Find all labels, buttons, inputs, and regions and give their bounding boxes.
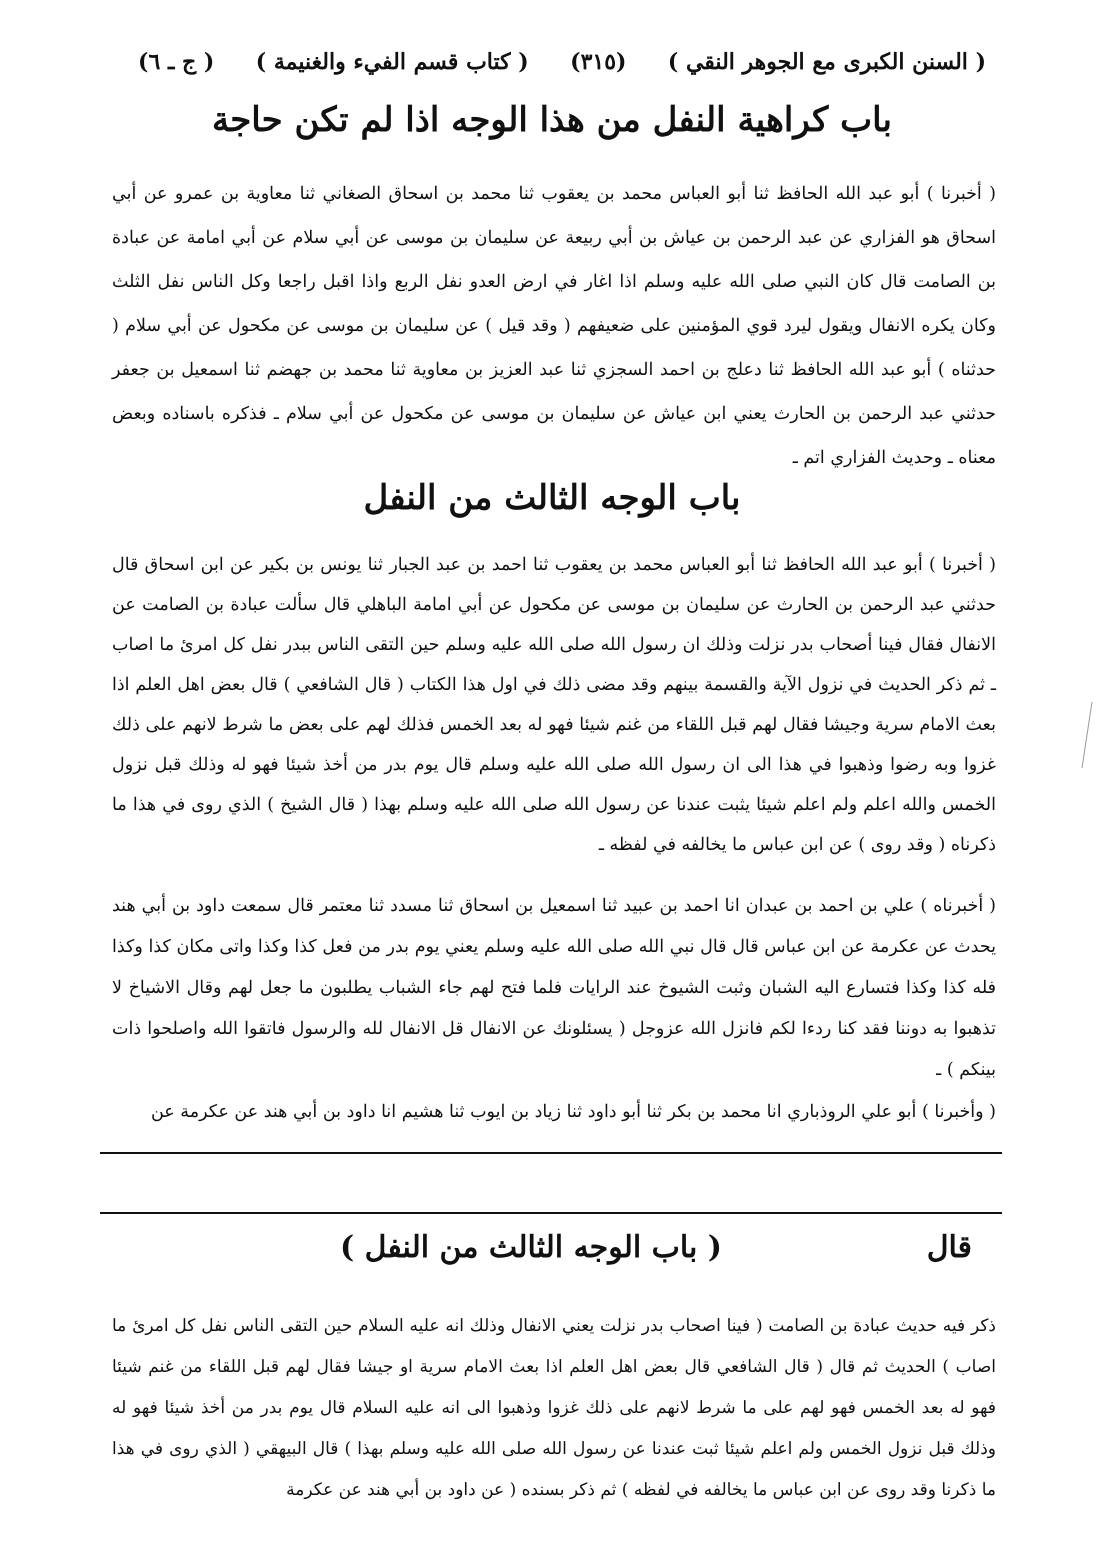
section-1-text <box>112 172 996 480</box>
section-title-1: باب كراهية النفل من هذا الوجه اذا لم تكن حاجة <box>212 100 892 140</box>
section-2-text-final <box>112 1092 996 1132</box>
divider-rule <box>100 1152 1002 1154</box>
commentary-title: ( باب الوجه الثالث من النفل ) <box>340 1230 722 1265</box>
commentary-heading <box>120 1222 972 1282</box>
divider-rule <box>100 1212 1002 1214</box>
paragraph: ( أخبرناه ) علي بن احمد بن عبدان انا احمد بن عبيد ثنا اسمعيل بن اسحاق ثنا مسدد ثنا معتمر قال سمعت داود بن أبي هند يحدث عن عكرمة عن ابن عباس قال قال نبي الله صلى الله عليه وسلم يعني يوم بدر من فعل كذا وكذا واتى مكان كذا وكذا فله كذا وكذا فتسارع اليه الشبان وثبت الشيوخ عند الرايات فلما فتح لهم جاء الشباب يطلبون ما جعل لهم وقال الاشياخ لا تذهبوا به دوننا فقد كنا ردءا لكم فانزل الله عزوجل ( يسئلونك عن الانفال قل الانفال لله والرسول فاتقوا الله واصلحوا ذات بينكم ) ـ <box>112 896 996 1080</box>
section-2-text-continued <box>112 886 996 1091</box>
header-page-number: (٣١٥) <box>570 49 627 75</box>
header-volume: ( ج ـ ٦) <box>138 49 215 75</box>
running-header <box>138 42 986 82</box>
section-2-text <box>112 545 996 865</box>
margin-pencil-mark <box>1080 700 1094 770</box>
commentary-text <box>112 1306 996 1511</box>
paragraph: ( وأخبرنا ) أبو علي الروذباري انا محمد بن بكر ثنا أبو داود ثنا زياد بن ايوب ثنا هشيم انا داود بن أبي هند عن عكرمة عن <box>150 1102 996 1122</box>
section-title-2: باب الوجه الثالث من النفل <box>363 478 741 518</box>
paragraph: ذكر فيه حديث عبادة بن الصامت ( فينا اصحاب بدر نزلت يعني الانفال وذلك انه عليه السلام حين التقى الناس نفل كل امرئ ما اصاب ) الحديث ثم قال ( قال الشافعي قال بعض اهل العلم اذا بعث الامام سرية او جيشا فقال لهم قبل اللقاء من غنم شيئا فهو له بعد الخمس فهو لهم على ما شرط لانهم على ذلك غزوا وذهبوا الى انه عليه السلام قال يوم بدر من أخذ شيئا فهو له وذلك قبل نزول الخمس ولم اعلم شيئا ثبت عندنا عن رسول الله صلى الله عليه وسلم بهذا ) قال البيهقي ( الذي روى في هذا ما ذكرنا وقد روى عن ابن عباس ما يخالفه في لفظه ) ثم ذكر بسنده ( عن داود بن أبي هند عن عكرمة <box>112 1316 996 1500</box>
commentary-label: قال <box>926 1230 972 1265</box>
header-book-title: ( السنن الكبرى مع الجوهر النقي ) <box>667 49 986 75</box>
paragraph: ( أخبرنا ) أبو عبد الله الحافظ ثنا أبو العباس محمد بن يعقوب ثنا محمد بن اسحاق الصغاني ثنا معاوية بن عمرو عن أبي اسحاق هو الفزاري عن عبد الرحمن بن عياش بن أبي ربيعة عن سليمان بن موسى عن أبي سلام عن أبي امامة عن عبادة بن الصامت قال كان النبي صلى الله عليه وسلم اذا اغار في ارض العدو نفل الربع واذا اقبل راجعا وكل الناس نفل الثلث وكان يكره الانفال ويقول ليرد قوي المؤمنين على ضعيفهم ( وقد قيل ) عن سليمان بن موسى عن مكحول عن أبي سلام ( حدثناه ) أبو عبد الله الحافظ ثنا دعلج بن احمد السجزي ثنا عبد العزيز بن معاوية ثنا محمد بن جهضم ثنا اسمعيل بن جعفر حدثني عبد الرحمن بن الحارث يعني ابن عياش عن سليمان بن موسى عن مكحول عن أبي سلام ـ فذكره باسناده وبعض معناه ـ وحديث الفزاري اتم ـ <box>112 184 996 468</box>
header-chapter: ( كتاب قسم الفيء والغنيمة ) <box>255 49 529 75</box>
paragraph: ( أخبرنا ) أبو عبد الله الحافظ ثنا أبو العباس محمد بن يعقوب ثنا احمد بن عبد الجبار ثنا يونس بن بكير عن ابن اسحاق قال حدثني عبد الرحمن بن الحارث عن سليمان بن موسى عن مكحول عن أبي امامة الباهلي قال سألت عبادة بن الصامت عن الانفال فقال فينا أصحاب بدر نزلت وذلك ان رسول الله صلى الله عليه وسلم حين التقى الناس ببدر نفل كل امرئ ما اصاب ـ ثم ذكر الحديث في نزول الآية والقسمة بينهم وقد مضى ذلك في اول هذا الكتاب ( قال الشافعي ) قال بعض اهل العلم اذا بعث الامام سرية وجيشا فقال لهم قبل اللقاء من غنم شيئا فهو له بعد الخمس فذلك لهم على بعض ما شرط لانهم على ذلك غزوا وبه رضوا وذهبوا في هذا الى ان رسول الله صلى الله عليه وسلم قال يوم بدر من أخذ شيئا فهو له وذلك قبل نزول الخمس والله اعلم ولم اعلم شيئا يثبت عندنا عن رسول الله صلى الله عليه وسلم بهذا ( قال الشيخ ) الذي روى في هذا ما ذكرناه ( وقد روى ) عن ابن عباس ما يخالفه في لفظه ـ <box>112 555 996 855</box>
